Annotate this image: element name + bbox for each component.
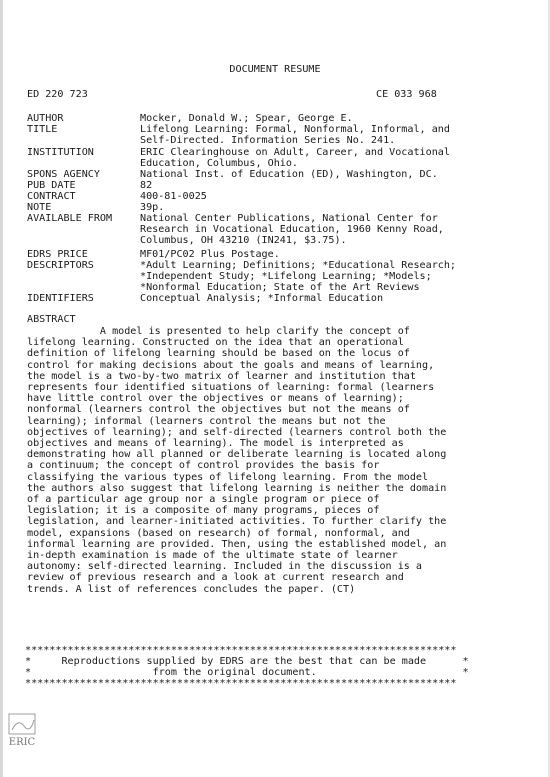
field-label-identifiers: IDENTIFIERS [27, 293, 94, 304]
field-value-edrs-price: MF01/PC02 Plus Postage. [140, 249, 280, 260]
abstract-text: A model is presented to help clarify the concept of lifelong learning. Constructed on the idea that an operational definition of lifelong learning should be based on the locus of control for making decisions about the goals and means of learning, the model is a two-by-two matrix of learner and institution that represents four identified situations of learning: formal (learners have little control over the objectives or means of learning); nonformal (learners control the objectives but not the means of learning); informal (learners control the means but not the objectives of learning); and self-directed (learners control both the objectives and means of learning). The model is interpreted as demonstrating how all planned or deliberate learning is located along a continuum; the concept of control provides the basis for classifying the various types of lifelong learning. From the model the authors also suggest that lifelong learning is neither the domain of a particular age group nor a single program or piece of legislation; it is a composite of many programs, pieces of legislation, and learner-initiated activities. To further clarify the model, expansions (based on research) of formal, nonformal, and informal learning are provided. Then, using the established model, an in-depth examination is made of the ultimate state of learner autonomy: self-directed learning. Included in the discussion is a review of previous research and a look at current research and trends. A list of references concludes the paper. (CT) [27, 326, 447, 595]
eric-logo-text: ERIC [8, 737, 36, 748]
field-label-available-from: AVAILABLE FROM [27, 213, 113, 224]
field-label-pub-date: PUB DATE [27, 180, 76, 191]
field-value-author: Mocker, Donald W.; Spear, George E. [140, 113, 353, 124]
field-label-edrs-price: EDRS PRICE [27, 249, 88, 260]
ce-number: CE 033 968 [376, 89, 437, 100]
field-value-note: 39p. [140, 202, 165, 213]
field-value-available-from: National Center Publications, National Center for Research in Vocational Education, 1960 Kenny Road, Columbus, OH 43210 (IN241, $3.75). [140, 213, 444, 247]
field-label-note: NOTE [27, 202, 52, 213]
stars-bottom: *********************************************************************** [25, 678, 457, 689]
abstract-label: ABSTRACT [27, 314, 76, 325]
field-label-institution: INSTITUTION [27, 147, 94, 158]
field-value-contract: 400-81-0025 [140, 191, 207, 202]
field-label-author: AUTHOR [27, 113, 64, 124]
document-title: DOCUMENT RESUME [229, 64, 321, 75]
eric-logo [8, 712, 38, 752]
field-label-spons-agency: SPONS AGENCY [27, 169, 100, 180]
field-value-institution: ERIC Clearinghouse on Adult, Career, and Vocational Education, Columbus, Ohio. [140, 147, 450, 170]
notice-line-2: * from the original document. * [25, 667, 469, 678]
field-value-identifiers: Conceptual Analysis; *Informal Education [140, 293, 384, 304]
field-value-spons-agency: National Inst. of Education (ED), Washington, DC. [140, 169, 438, 180]
field-label-contract: CONTRACT [27, 191, 76, 202]
field-value-descriptors: *Adult Learning; Definitions; *Educational Research; *Independent Study; *Lifelong Learning; *Models; *Nonformal Education; State of the Art Reviews [140, 260, 457, 294]
stars-top: *********************************************************************** [25, 645, 457, 656]
field-value-pub-date: 82 [140, 180, 153, 191]
scan-left-edge [0, 0, 3, 777]
ed-number: ED 220 723 [27, 89, 88, 100]
notice-line-1: * Reproductions supplied by EDRS are the best that can be made * [25, 656, 469, 667]
field-label-title: TITLE [27, 124, 58, 135]
field-label-descriptors: DESCRIPTORS [27, 260, 94, 271]
field-value-title: Lifelong Learning: Formal, Nonformal, Informal, and Self-Directed. Information Series No. 241. [140, 124, 450, 147]
